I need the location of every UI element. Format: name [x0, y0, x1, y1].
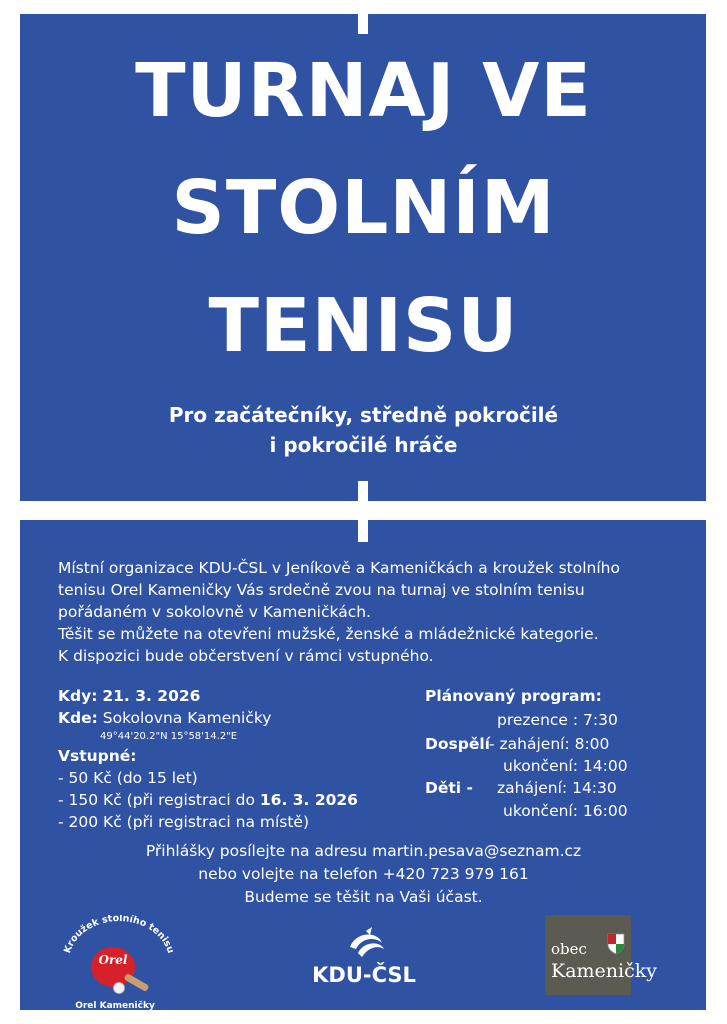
- kdu-csl-logo: [306, 925, 422, 995]
- coat-of-arms-icon: [607, 933, 625, 955]
- orel-brand-text: Orel: [98, 953, 128, 967]
- where-value: Sokolovna Kameničky: [102, 709, 272, 727]
- orel-logo-graphic: [55, 915, 183, 1015]
- fee-item-2-date: 16. 3. 2026: [259, 791, 358, 809]
- orel-logo: [55, 915, 183, 1015]
- mid-notch-top: [358, 481, 368, 501]
- title-line-2: STOLNÍM: [171, 165, 556, 251]
- intro-line: tenisu Orel Kameničky Vás srdečně zvou na turnaj ve stolním tenisu: [58, 581, 585, 599]
- intro-paragraph: [58, 557, 688, 667]
- program-label: Plánovaný program:: [425, 687, 602, 705]
- where-row: [58, 707, 271, 729]
- kdu-logo-text: KDU-ČSL: [312, 963, 416, 987]
- program-prezence: prezence : 7:30: [497, 711, 618, 729]
- kids-end: ukončení: 16:00: [503, 802, 628, 820]
- contact-line-3: Budeme se těšit na Vaši účast.: [244, 888, 483, 906]
- mid-notch-bottom: [358, 520, 368, 542]
- adults-label: Dospělí: [425, 735, 490, 753]
- fee-label: Vstupné:: [58, 747, 137, 765]
- obec-logo-line-1: obec: [551, 940, 587, 958]
- fee-item-1: - 50 Kč (do 15 let): [58, 769, 198, 787]
- orel-caption: Orel Kameničky: [75, 1001, 155, 1011]
- adults-start: - zahájení: 8:00: [489, 735, 610, 753]
- where-label: Kde:: [58, 709, 98, 727]
- when-value: 21. 3. 2026: [102, 687, 201, 705]
- paddle-handle-icon: [124, 973, 150, 992]
- subtitle-line-2: i pokročilé hráče: [269, 433, 458, 457]
- fee-item-2: [58, 789, 358, 811]
- kdu-emblem-icon: [306, 925, 422, 965]
- fee-item-3: - 200 Kč (při registraci na místě): [58, 813, 310, 831]
- contact-line-2: nebo volejte na telefon +420 723 979 161: [198, 865, 529, 883]
- intro-line: Místní organizace KDU-ČSL v Jeníkově a Kameničkách a kroužek stolního: [58, 559, 620, 577]
- obec-logo-line-2: Kameničky: [551, 960, 657, 982]
- when-row: [58, 685, 200, 707]
- top-notch: [358, 14, 368, 34]
- adults-end: ukončení: 14:00: [503, 757, 628, 775]
- panel-divider: [20, 501, 706, 520]
- fee-item-2-text: - 150 Kč (při registraci do: [58, 791, 260, 809]
- intro-line: K dispozici bude občerstvení v rámci vstupného.: [58, 647, 434, 665]
- title-line-3: TENISU: [208, 283, 519, 369]
- intro-line: Těšit se můžete na otevřeni mužské, ženské a mládežnické kategorie.: [58, 625, 599, 643]
- obec-kamenicky-logo: [529, 915, 704, 995]
- subtitle-line-1: Pro začátečníky, středně pokročilé: [168, 403, 559, 427]
- kids-start: zahájení: 14:30: [497, 779, 617, 797]
- kids-label: Děti -: [425, 779, 473, 797]
- intro-line: pořádaném v sokolovně v Kameničkách.: [58, 603, 371, 621]
- ball-icon: [114, 983, 125, 994]
- when-label: Kdy:: [58, 687, 98, 705]
- contact-line-1: Přihlášky posílejte na adresu martin.pesava@seznam.cz: [145, 842, 582, 860]
- orel-arc-text: Kroužek stolního tenisu: [62, 915, 176, 955]
- title-line-1: TURNAJ VE: [135, 48, 592, 134]
- coordinates: 49°44'20.2"N 15°58'14.2"E: [100, 731, 238, 742]
